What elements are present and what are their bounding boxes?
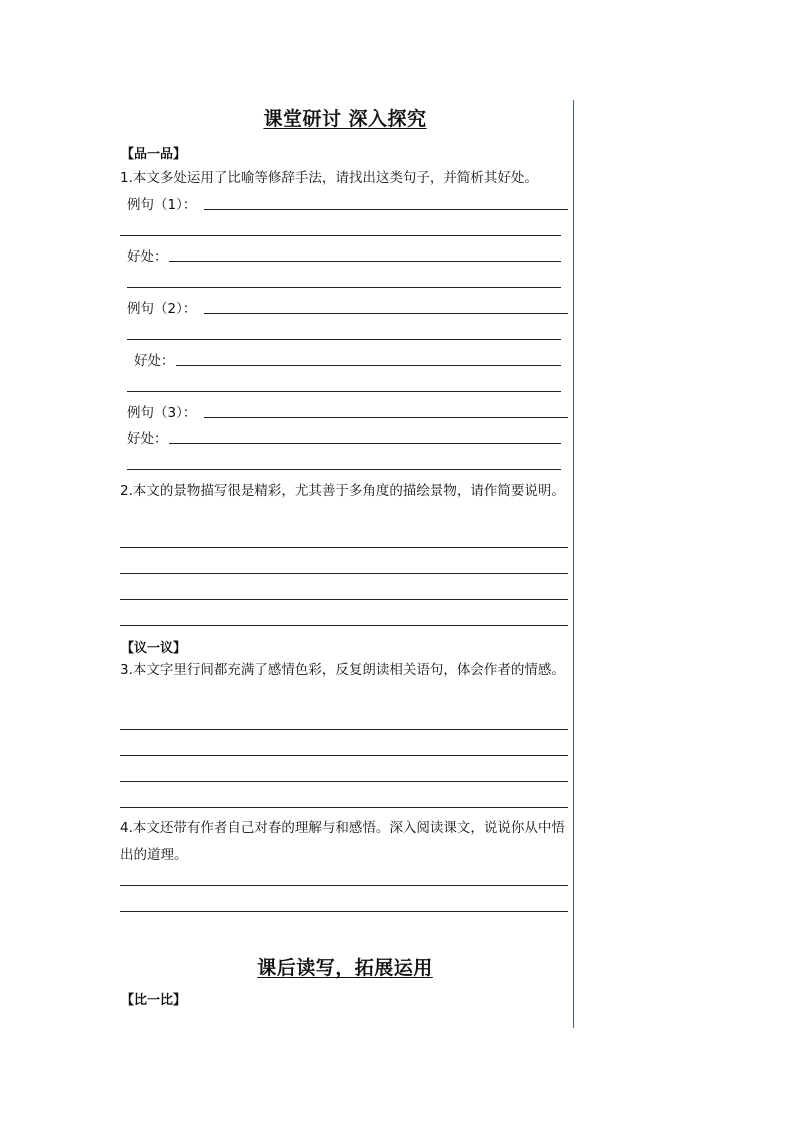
question-4: 4.本文还带有作者自己对春的理解与和感悟。深入阅读课文，说说你从中悟出的道理。 <box>120 820 565 863</box>
margin-rule <box>573 100 574 1028</box>
answer-line-q2-2[interactable] <box>120 573 568 574</box>
benefit-1-label: 好处： <box>127 249 168 265</box>
answer-line-example-1[interactable] <box>204 209 568 210</box>
example-3-label: 例句（3）： <box>127 405 197 421</box>
answer-line-benefit-1[interactable] <box>169 261 561 262</box>
section-header-compare: 【比一比】 <box>121 993 187 1008</box>
answer-line-example-1b[interactable] <box>120 235 561 236</box>
answer-line-benefit-3[interactable] <box>169 443 561 444</box>
answer-line-example-3[interactable] <box>204 417 568 418</box>
question-1: 1.本文多处运用了比喻等修辞手法，请找出这类句子，并简析其好处。 <box>120 170 538 186</box>
answer-line-benefit-2[interactable] <box>176 365 561 366</box>
answer-line-example-2b[interactable] <box>127 339 561 340</box>
section-header-discuss: 【议一议】 <box>121 641 187 656</box>
section-title-after-class: 课后读写，拓展运用 <box>257 957 433 979</box>
answer-line-example-2[interactable] <box>204 313 568 314</box>
example-1-label: 例句（1）： <box>127 197 197 213</box>
answer-line-benefit-3b[interactable] <box>127 469 561 470</box>
answer-line-q3-1[interactable] <box>120 729 568 730</box>
answer-line-q3-3[interactable] <box>120 781 568 782</box>
answer-line-benefit-2b[interactable] <box>127 391 561 392</box>
question-2: 2.本文的景物描写很是精彩，尤其善于多角度的描绘景物，请作简要说明。 <box>120 483 565 499</box>
answer-line-q3-2[interactable] <box>120 755 568 756</box>
question-3: 3.本文字里行间都充满了感情色彩，反复朗读相关语句，体会作者的情感。 <box>120 662 565 678</box>
answer-line-benefit-1b[interactable] <box>127 287 561 288</box>
answer-line-q2-1[interactable] <box>120 547 568 548</box>
benefit-2-label: 好处： <box>134 353 175 369</box>
answer-line-q4-2[interactable] <box>120 911 568 912</box>
benefit-3-label: 好处： <box>127 431 168 447</box>
section-title-in-class: 课堂研讨 深入探究 <box>263 108 427 130</box>
answer-line-q4-1[interactable] <box>120 885 568 886</box>
answer-line-q2-3[interactable] <box>120 599 568 600</box>
answer-line-q2-4[interactable] <box>120 625 568 626</box>
example-2-label: 例句（2）： <box>127 301 197 317</box>
section-header-appreciate: 【品一品】 <box>121 147 187 162</box>
answer-line-q3-4[interactable] <box>120 807 568 808</box>
